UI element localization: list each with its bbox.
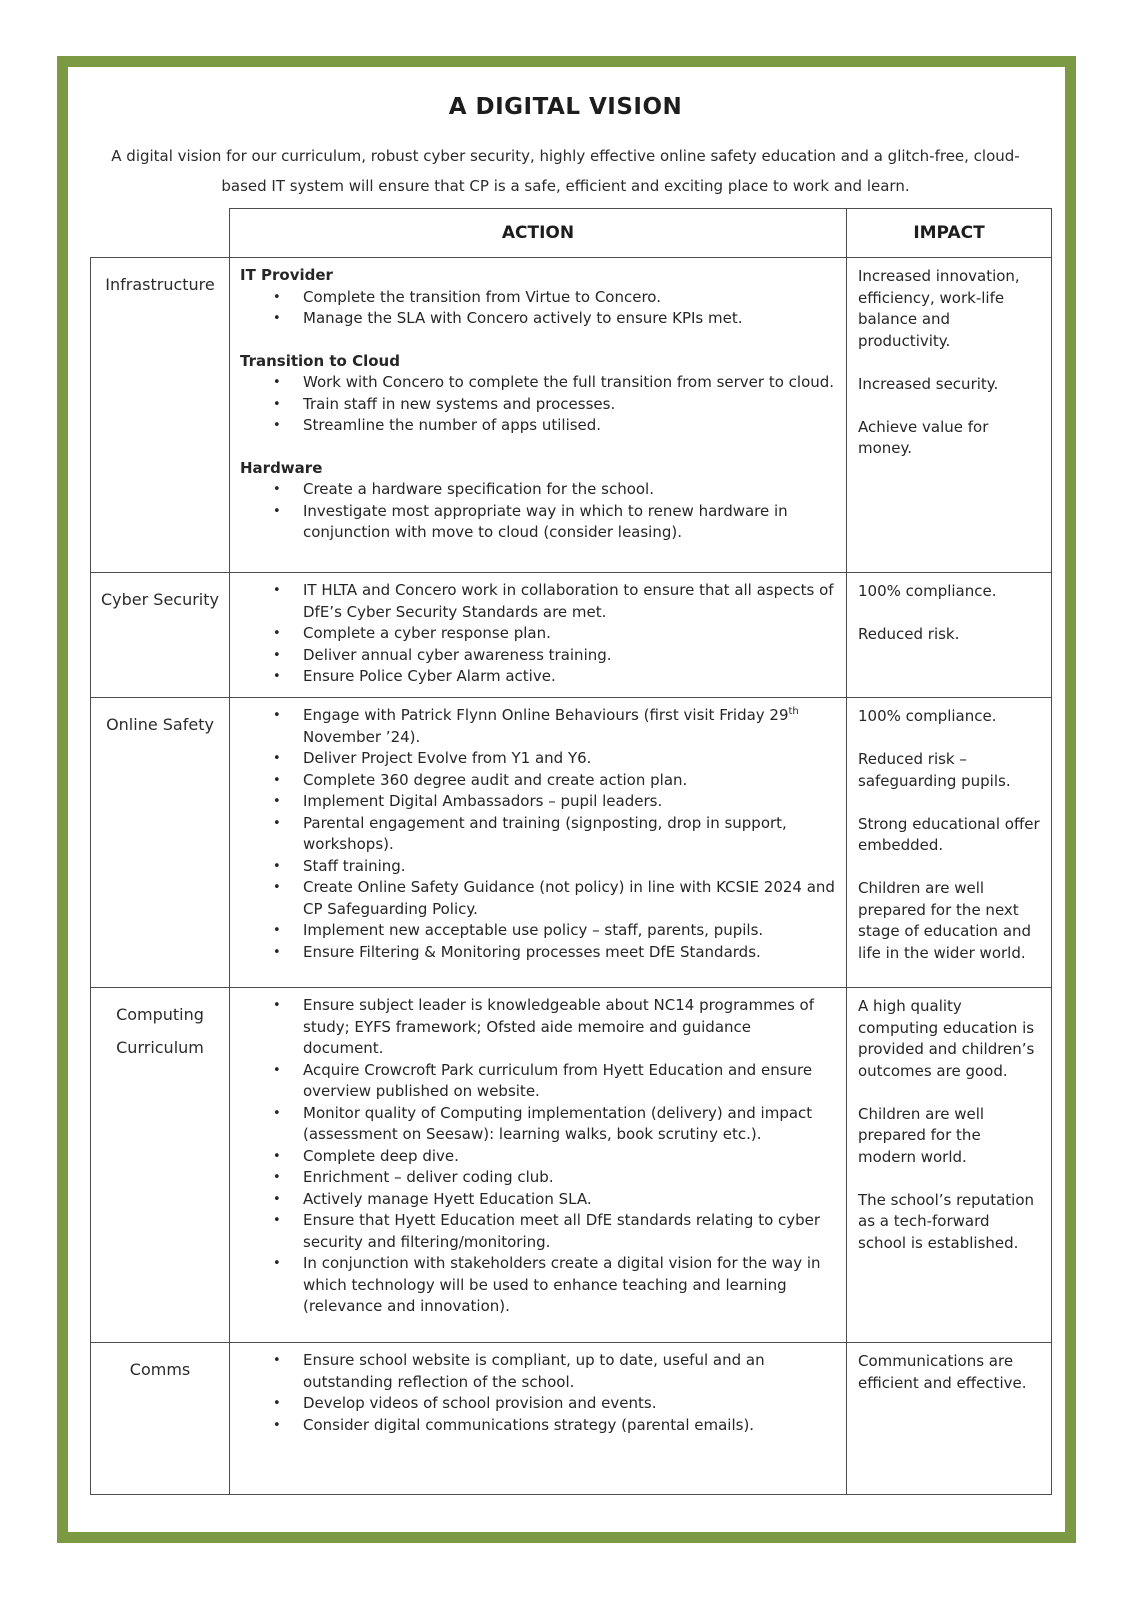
header-spacer-cell — [91, 209, 230, 258]
bullet-marker-icon: • — [273, 1213, 281, 1228]
impact-header-cell: IMPACT — [847, 209, 1052, 258]
bullet-item — [240, 1146, 836, 1168]
bullet-marker-icon: • — [273, 858, 281, 874]
bullet-text: Create a hardware specification for the school. — [303, 480, 654, 498]
impact-paragraph: 100% compliance. — [858, 707, 997, 725]
bullet-marker-icon: • — [273, 708, 281, 723]
action-group — [240, 458, 836, 544]
bullet-marker-icon: • — [273, 418, 281, 433]
action-cell — [230, 698, 847, 988]
bullet-text: Enrichment – deliver coding club. — [303, 1168, 554, 1186]
bullet-item — [240, 813, 836, 856]
bullet-item — [240, 791, 836, 813]
impact-paragraph: Increased innovation, efficiency, work-life balance and productivity. — [858, 267, 1020, 350]
bullet-text: Deliver Project Evolve from Y1 and Y6. — [303, 749, 592, 767]
bullet-text: Consider digital communications strategy (parental emails). — [303, 1415, 755, 1434]
bullet-text: Actively manage Hyett Education SLA. — [303, 1189, 592, 1208]
bullet-marker-icon: • — [273, 669, 281, 684]
bullet-text: Ensure subject leader is knowledgeable about NC14 programmes of study; EYFS framework; Ofsted aide memoire and guidance document. — [303, 996, 814, 1057]
bullet-marker-icon: • — [273, 998, 281, 1013]
bullet-item — [240, 920, 836, 942]
bullet-marker-icon: • — [273, 1353, 281, 1368]
bullet-marker-icon: • — [273, 815, 281, 831]
action-cell — [230, 258, 847, 573]
bullet-item — [240, 1189, 836, 1211]
bullet-item — [240, 1210, 836, 1253]
header-row — [91, 209, 1052, 258]
bullet-text: Engage with Patrick Flynn Online Behaviours (first visit Friday 29th November ’24). — [303, 706, 799, 746]
bullet-text: Manage the SLA with Concero actively to ensure KPIs met. — [303, 309, 743, 327]
bullet-marker-icon: • — [273, 1417, 281, 1433]
bullet-marker-icon: • — [273, 583, 281, 598]
bullet-item — [240, 394, 836, 416]
bullet-text: Train staff in new systems and processes. — [303, 394, 616, 413]
impact-paragraph: Reduced risk – safeguarding pupils. — [858, 750, 1011, 790]
bullet-text: Deliver annual cyber awareness training. — [303, 645, 612, 664]
bullet-item — [240, 287, 836, 309]
bullet-text: IT HLTA and Concero work in collaboration to ensure that all aspects of DfE’s Cyber Security Standards are met. — [303, 581, 834, 621]
bullet-item — [240, 1060, 836, 1103]
bullet-marker-icon: • — [273, 944, 281, 960]
bullet-marker-icon: • — [273, 626, 281, 641]
bullet-item — [240, 1393, 836, 1415]
table-row — [91, 573, 1052, 698]
bullet-marker-icon: • — [273, 1148, 281, 1164]
action-group — [240, 705, 836, 963]
vision-table — [90, 208, 1052, 1495]
bullet-text: Complete deep dive. — [303, 1146, 459, 1165]
page-title: A DIGITAL VISION — [448, 94, 683, 120]
group-heading: IT Provider — [240, 266, 333, 284]
impact-paragraph: Achieve value for money. — [858, 417, 989, 457]
bullet-text: Investigate most appropriate way in which to renew hardware in conjunction with move to cloud (consider leasing). — [303, 501, 788, 541]
row-label-cell: Online Safety — [91, 698, 230, 988]
action-cell — [230, 1343, 847, 1495]
table-row — [91, 988, 1052, 1343]
bullet-item — [240, 666, 836, 688]
bullet-item — [240, 856, 836, 878]
group-heading: Transition to Cloud — [240, 351, 400, 370]
bullet-marker-icon: • — [273, 1256, 281, 1271]
bullet-item — [240, 770, 836, 792]
bullet-marker-icon: • — [273, 503, 281, 519]
bullet-item — [240, 1103, 836, 1146]
row-label-cell: Computing Curriculum — [91, 988, 230, 1343]
bullet-marker-icon: • — [273, 1062, 281, 1078]
bullet-item — [240, 415, 836, 437]
impact-cell — [847, 258, 1052, 573]
impact-cell — [847, 988, 1052, 1343]
bullet-marker-icon: • — [273, 1170, 281, 1185]
bullet-item — [240, 372, 836, 394]
bullet-text: Ensure school website is compliant, up to date, useful and an outstanding reflection of the school. — [303, 1351, 765, 1391]
bullet-text: Complete the transition from Virtue to Concero. — [303, 287, 661, 306]
impact-paragraph: Reduced risk. — [858, 625, 960, 643]
bullet-item — [240, 1415, 836, 1437]
row-label-cell: Infrastructure — [91, 258, 230, 573]
bullet-marker-icon: • — [273, 794, 281, 809]
impact-paragraph: Children are well prepared for the next stage of education and life in the wider world. — [858, 879, 1032, 962]
intro-text: A digital vision for our curriculum, robust cyber security, highly effective online safety education and a glitch-free, cloud-based IT system will ensure that CP is a safe, efficient and exciting place to work and learn. — [111, 147, 1020, 195]
bullet-text: Work with Concero to complete the full transition from server to cloud. — [303, 373, 835, 391]
bullet-marker-icon: • — [273, 1105, 281, 1121]
bullet-text: Implement Digital Ambassadors – pupil leaders. — [303, 792, 663, 810]
bullet-marker-icon: • — [273, 751, 281, 766]
bullet-text: Create Online Safety Guidance (not policy) in line with KCSIE 2024 and CP Safeguarding Policy. — [303, 878, 835, 918]
bullet-item — [240, 645, 836, 667]
bullet-item — [240, 705, 836, 748]
bullet-marker-icon: • — [273, 880, 281, 895]
bullet-text: Ensure Filtering & Monitoring processes meet DfE Standards. — [303, 942, 761, 961]
bullet-text: Develop videos of school provision and events. — [303, 1394, 657, 1412]
bullet-marker-icon: • — [273, 1396, 281, 1411]
bullet-item — [240, 995, 836, 1060]
bullet-text: Staff training. — [303, 856, 406, 875]
action-header-cell: ACTION — [230, 209, 847, 258]
impact-paragraph: Strong educational offer embedded. — [858, 814, 1040, 854]
impact-paragraph: The school’s reputation as a tech-forward school is established. — [858, 1190, 1035, 1252]
bullet-marker-icon: • — [273, 647, 281, 663]
impact-paragraph: A high quality computing education is provided and children’s outcomes are good. — [858, 997, 1035, 1080]
table-row — [91, 1343, 1052, 1495]
action-group — [240, 580, 836, 688]
bullet-marker-icon: • — [273, 923, 281, 938]
action-group — [240, 995, 836, 1318]
bullet-item — [240, 623, 836, 645]
bullet-item — [240, 1167, 836, 1189]
bullet-text: Ensure that Hyett Education meet all DfE standards relating to cyber security and filtering/monitoring. — [303, 1211, 821, 1251]
action-cell — [230, 573, 847, 698]
bullet-marker-icon: • — [273, 311, 281, 326]
bullet-item — [240, 501, 836, 544]
action-cell — [230, 988, 847, 1343]
bullet-text: In conjunction with stakeholders create a digital vision for the way in which technology will be used to enhance teaching and learning (relevance and innovation). — [303, 1254, 821, 1315]
action-group — [240, 265, 836, 330]
bullet-text: Parental engagement and training (signposting, drop in support, workshops). — [303, 813, 787, 853]
bullet-marker-icon: • — [273, 772, 281, 788]
bullet-text: Acquire Crowcroft Park curriculum from Hyett Education and ensure overview published on website. — [303, 1060, 813, 1100]
bullet-item — [240, 748, 836, 770]
bullet-item — [240, 308, 836, 330]
impact-paragraph: 100% compliance. — [858, 582, 997, 600]
bullet-marker-icon: • — [273, 396, 281, 412]
impact-cell — [847, 698, 1052, 988]
impact-paragraph: Increased security. — [858, 374, 999, 393]
table-row — [91, 258, 1052, 573]
bullet-marker-icon: • — [273, 482, 281, 497]
bullet-text: Complete 360 degree audit and create action plan. — [303, 770, 688, 789]
row-label-cell: Comms — [91, 1343, 230, 1495]
bullet-text: Implement new acceptable use policy – staff, parents, pupils. — [303, 921, 764, 939]
bullet-item — [240, 1350, 836, 1393]
bullet-text: Ensure Police Cyber Alarm active. — [303, 667, 556, 685]
bullet-marker-icon: • — [273, 375, 281, 390]
table-body — [91, 209, 1052, 1495]
bullet-item — [240, 1253, 836, 1318]
impact-cell — [847, 1343, 1052, 1495]
bullet-text: Complete a cyber response plan. — [303, 624, 551, 642]
bullet-marker-icon: • — [273, 289, 281, 305]
row-label-cell: Cyber Security — [91, 573, 230, 698]
group-heading: Hardware — [240, 458, 323, 477]
bullet-marker-icon: • — [273, 1191, 281, 1207]
bullet-item — [240, 942, 836, 964]
bullet-item — [240, 877, 836, 920]
bullet-item — [240, 580, 836, 623]
action-group — [240, 1350, 836, 1436]
impact-paragraph: Children are well prepared for the modern world. — [858, 1104, 985, 1166]
impact-cell — [847, 573, 1052, 698]
table-row — [91, 698, 1052, 988]
bullet-item — [240, 479, 836, 501]
bullet-text: Monitor quality of Computing implementation (delivery) and impact (assessment on Seesaw): learning walks, book scrutiny etc.). — [303, 1103, 813, 1143]
impact-paragraph: Communications are efficient and effective. — [858, 1352, 1027, 1392]
bullet-text: Streamline the number of apps utilised. — [303, 416, 602, 434]
action-group — [240, 351, 836, 437]
